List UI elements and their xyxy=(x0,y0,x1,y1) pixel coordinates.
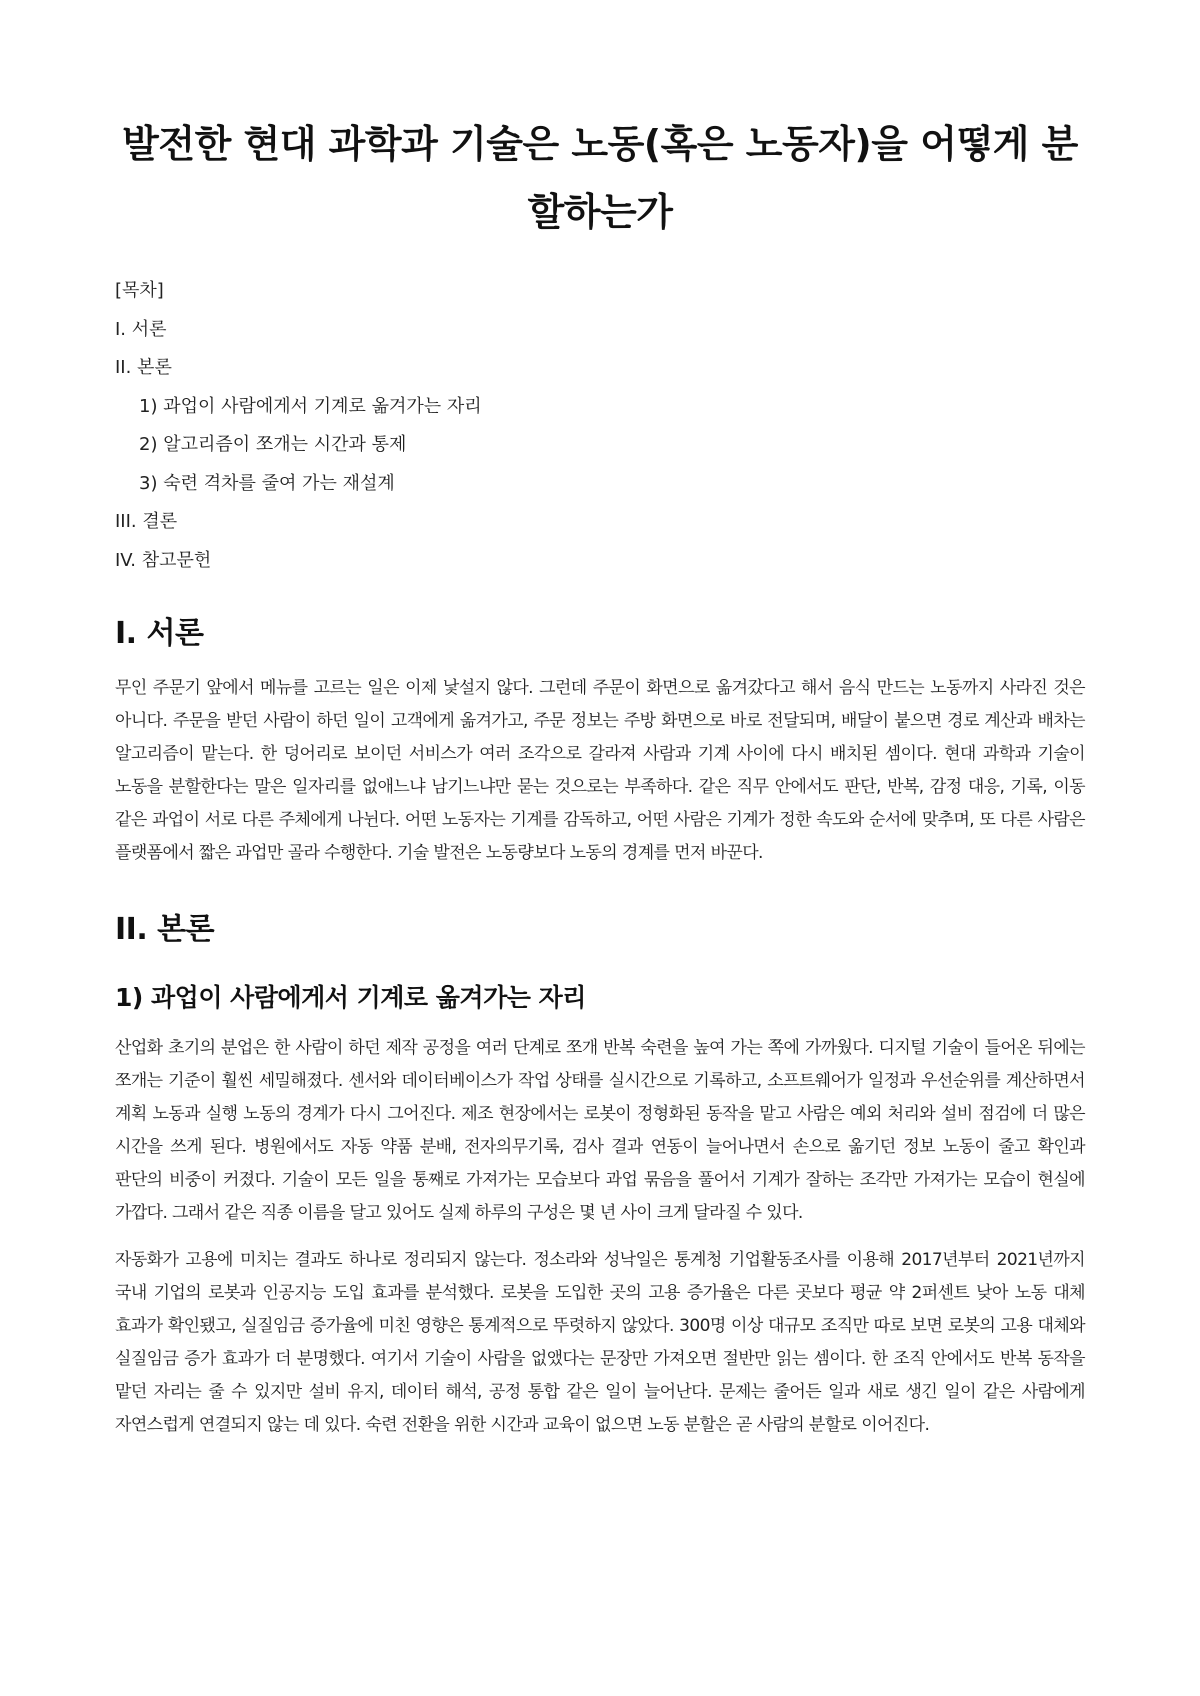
toc-item-body-sub3: 3) 숙련 격차를 줄여 가는 재설계 xyxy=(139,472,395,494)
body-paragraph-1: 산업화 초기의 분업은 한 사람이 하던 제작 공정을 여러 단계로 쪼개 반복 숙련을 높여 가는 쪽에 가까웠다. 디지털 기술이 들어온 뒤에는 쪼개는 기준이 훨씬 세밀해졌다. 센서와 데이터베이스가 작업 상태를 실시간으로 기록하고, 소프트웨어가 일정과 우선순위를 계산하면서 계획 노동과 실행 노동의 경계가 다시 그어진다. 제조 현장에서는 로봇이 정형화된 동작을 맡고 사람은 예외 처리와 설비 점검에 더 많은 시간을 쓰게 된다. 병원에서도 자동 약품 분배, 전자의무기록, 검사 결과 연동이 늘어나면서 손으로 옮기던 정보 노동이 줄고 확인과 판단의 비중이 커졌다. 기술이 모든 일을 통째로 가져가는 모습보다 과업 묶음을 풀어서 기계가 잘하는 조각만 가져가는 모습이 현실에 가깝다. 그래서 같은 직종 이름을 달고 있어도 실제 하루의 구성은 몇 년 사이 크게 달라질 수 있다. xyxy=(115,1038,1085,1223)
section-heading-intro: I. 서론 xyxy=(115,616,204,651)
subsection-heading-1: 1) 과업이 사람에게서 기계로 옮겨가는 자리 xyxy=(115,983,586,1012)
toc-item-references: IV. 참고문헌 xyxy=(115,549,212,571)
document-title: 발전한 현대 과학과 기술은 노동(혹은 노동자)을 어떻게 분할하는가 xyxy=(122,122,1078,234)
toc-item-body-sub2: 2) 알고리즘이 쪼개는 시간과 통제 xyxy=(139,434,407,455)
toc-item-conclusion: III. 결론 xyxy=(115,511,178,532)
section-heading-body: II. 본론 xyxy=(115,912,215,947)
table-of-contents xyxy=(115,272,1085,580)
toc-item-body: II. 본론 xyxy=(115,357,172,378)
toc-heading: [목차] xyxy=(115,280,164,301)
body-paragraph-2: 자동화가 고용에 미치는 결과도 하나로 정리되지 않는다. 정소라와 성낙일은 통계청 기업활동조사를 이용해 2017년부터 2021년까지 국내 기업의 로봇과 인공지능 도입 효과를 분석했다. 로봇을 도입한 곳의 고용 증가율은 다른 곳보다 평균 약 2퍼센트 낮아 노동 대체 효과가 확인됐고, 실질임금 증가율에 미친 영향은 통계적으로 뚜렷하지 않았다. 300명 이상 대규모 조직만 따로 보면 로봇의 고용 대체와 실질임금 증가 효과가 더 분명했다. 여기서 기술이 사람을 없앴다는 문장만 가져오면 절반만 읽는 셈이다. 한 조직 안에서도 반복 동작을 맡던 자리는 줄 수 있지만 설비 유지, 데이터 해석, 공정 통합 같은 일이 늘어난다. 문제는 줄어든 일과 새로 생긴 일이 같은 사람에게 자연스럽게 연결되지 않는 데 있다. 숙련 전환을 위한 시간과 교육이 없으면 노동 분할은 곧 사람의 분할로 이어진다. xyxy=(115,1250,1085,1435)
toc-item-intro: I. 서론 xyxy=(115,318,167,340)
toc-item-body-sub1: 1) 과업이 사람에게서 기계로 옮겨가는 자리 xyxy=(139,395,482,417)
intro-paragraph: 무인 주문기 앞에서 메뉴를 고르는 일은 이제 낯설지 않다. 그런데 주문이 화면으로 옮겨갔다고 해서 음식 만드는 노동까지 사라진 것은 아니다. 주문을 받던 사람이 하던 일이 고객에게 옮겨가고, 주문 정보는 주방 화면으로 바로 전달되며, 배달이 붙으면 경로 계산과 배차는 알고리즘이 맡는다. 한 덩어리로 보이던 서비스가 여러 조각으로 갈라져 사람과 기계 사이에 다시 배치된 셈이다. 현대 과학과 기술이 노동을 분할한다는 말은 일자리를 없애느냐 남기느냐만 묻는 것으로는 부족하다. 같은 직무 안에서도 판단, 반복, 감정 대응, 기록, 이동 같은 과업이 서로 다른 주체에게 나뉜다. 어떤 노동자는 기계를 감독하고, 어떤 사람은 기계가 정한 속도와 순서에 맞추며, 또 다른 사람은 플랫폼에서 짧은 과업만 골라 수행한다. 기술 발전은 노동량보다 노동의 경계를 먼저 바꾼다. xyxy=(115,678,1085,863)
